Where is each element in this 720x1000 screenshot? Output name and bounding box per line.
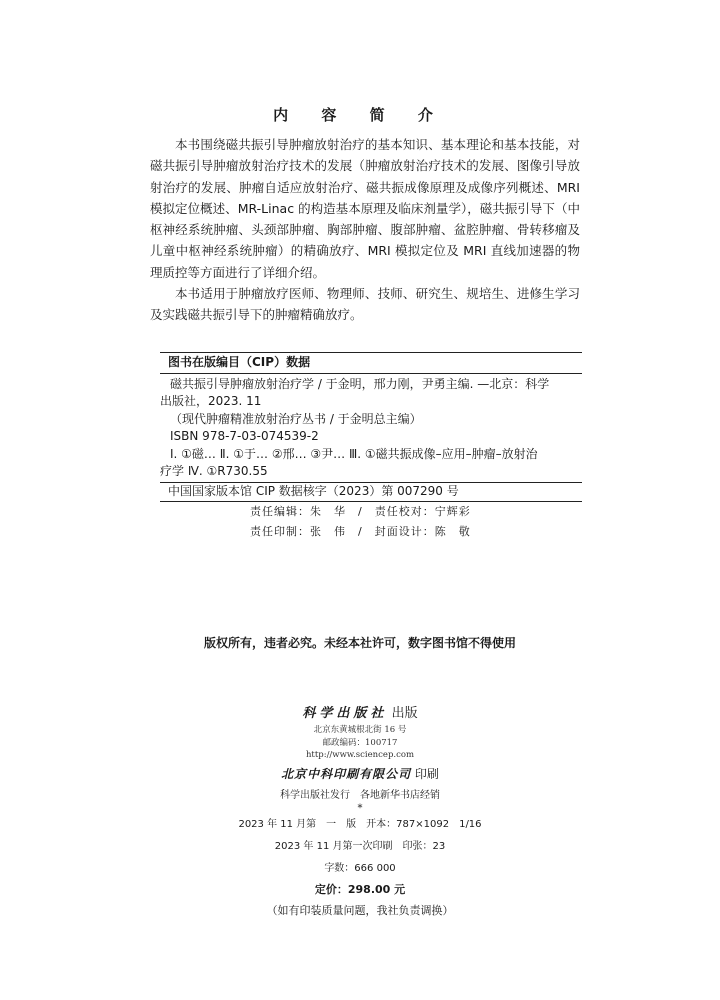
cip-footer: 中国国家版本馆 CIP 数据核字（2023）第 007290 号: [160, 482, 582, 501]
edition-info: 2023 年 11 月第 一 版 开本：787×1092 1/16: [238, 818, 482, 830]
star-divider: *: [357, 802, 363, 814]
summary-title: 内 容 简 介: [273, 106, 447, 124]
cip-line: Ⅰ. ①磁… Ⅱ. ①于… ②邢… ③尹… Ⅲ. ①磁共振成像–应用–肿瘤–放射治: [170, 446, 538, 461]
copyright-notice: 版权所有，违者必究。未经本社许可，数字图书馆不得使用: [203, 636, 516, 650]
cip-line: 疗学 Ⅳ. ①R730.55: [160, 464, 268, 478]
word-count: 字数：666 000: [324, 862, 396, 874]
imprint: [0, 704, 720, 922]
credits: [250, 502, 550, 542]
cip-line: ISBN 978-7-03-074539-2: [170, 429, 319, 443]
publisher-url: http://www.sciencep.com: [305, 750, 415, 760]
publisher-postcode: 邮政编码：100717: [322, 737, 398, 748]
cip-line: （现代肿瘤精准放射治疗丛书 / 于金明总主编）: [170, 411, 422, 426]
credits-production: 责任印制：张 伟 / 封面设计：陈 敬: [250, 525, 471, 538]
summary-paragraph: 本书适用于肿瘤放疗医师、物理师、技师、研究生、规培生、进修生学习及实践磁共振引导下的肿瘤精确放疗。: [150, 286, 580, 323]
publisher-logo: 科学出版社: [302, 706, 388, 721]
printing-info: 2023 年 11 月第一次印刷 印张：23: [274, 840, 446, 852]
publisher-address: 北京东黄城根北街 16 号: [313, 725, 407, 735]
cip-heading: 图书在版编目（CIP）数据: [160, 354, 582, 374]
cip-line: 出版社，2023. 11: [160, 394, 262, 408]
summary-paragraph: 本书围绕磁共振引导肿瘤放射治疗的基本知识、基本理论和基本技能，对磁共振引导肿瘤放射治疗技术的发展（肿瘤放射治疗技术的发展、图像引导放射治疗的发展、肿瘤自适应放射治疗、磁共振成像原理及成像序列概述、MRI 模拟定位概述、MR-Linac 的构造基本原理及临床剂量学），磁共振引导下（中枢神经系统肿瘤、头颈部肿瘤、胸部肿瘤、腹部肿瘤、盆腔肿瘤、骨转移瘤及儿童中枢神经系统肿瘤）的精确放疗、MRI 模拟定位及 MRI 直线加速器的物理质控等方面进行了详细介绍。: [150, 137, 580, 280]
quality-note: （如有印装质量问题，我社负责调换）: [266, 903, 454, 917]
publisher-line: [0, 704, 720, 724]
printer-logo: 北京中科印刷有限公司: [281, 766, 412, 781]
cip-line: 磁共振引导肿瘤放射治疗学 / 于金明，邢力刚，尹勇主编. —北京：科学: [170, 376, 550, 391]
summary-body: [150, 134, 580, 326]
printer-suffix: 印刷: [414, 766, 439, 781]
printer-line: [0, 764, 720, 784]
distribution: 科学出版社发行 各地新华书店经销: [280, 789, 440, 801]
cip-block: [160, 352, 582, 502]
credits-editors: 责任编辑：朱 华 / 责任校对：宁辉彩: [250, 505, 471, 518]
cip-body: [160, 374, 582, 481]
price: 定价：298.00 元: [314, 882, 406, 896]
publisher-suffix: 出版: [391, 706, 418, 721]
